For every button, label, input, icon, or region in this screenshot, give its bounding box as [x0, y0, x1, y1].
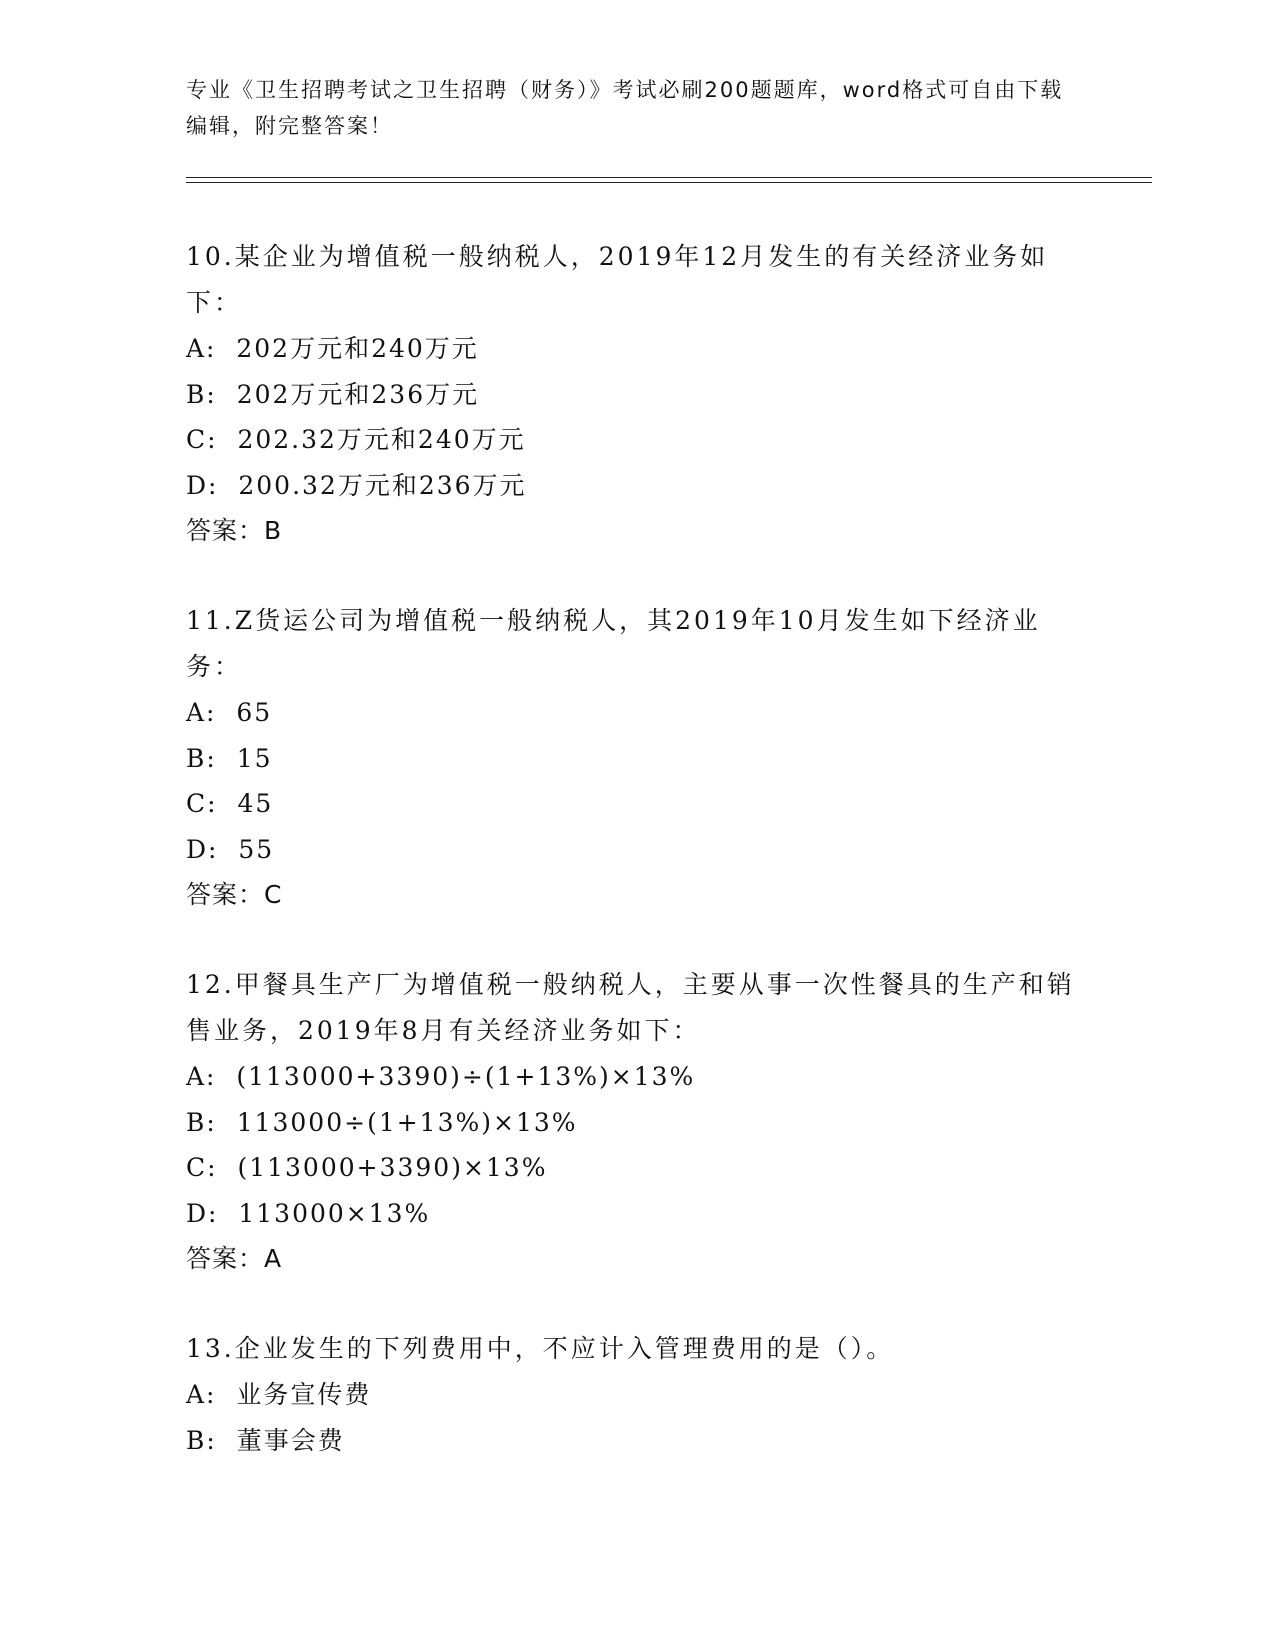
question-stem: 12.甲餐具生产厂为增值税一般纳税人，主要从事一次性餐具的生产和销售业务，2019年8月有关经济业务如下： — [186, 970, 1075, 1045]
answer-label: 答案：C — [186, 880, 283, 909]
document-header: 专业《卫生招聘考试之卫生招聘（财务）》考试必刷200题题库，word格式可自由下载编辑，附完整答案！ — [186, 78, 1064, 138]
question-stem: 10.某企业为增值税一般纳税人，2019年12月发生的有关经济业务如下： — [186, 242, 1049, 317]
question-12 — [186, 962, 1086, 1282]
answer-label: 答案：B — [186, 516, 283, 545]
question-stem: 13.企业发生的下列费用中，不应计入管理费用的是（）。 — [186, 1334, 895, 1363]
option-c: C: 45 — [186, 789, 274, 818]
option-a: A: 业务宣传费 — [186, 1380, 372, 1409]
option-a: A: (113000+3390)÷(1+13%)×13% — [186, 1062, 696, 1091]
question-stem: 11.Z货运公司为增值税一般纳税人，其2019年10月发生如下经济业务： — [186, 606, 1041, 681]
option-b: B: 202万元和236万元 — [186, 379, 480, 409]
option-c: C: 202.32万元和240万元 — [186, 425, 526, 454]
question-11 — [186, 598, 1086, 918]
question-13 — [186, 1326, 1086, 1463]
answer-label: 答案：A — [186, 1244, 283, 1273]
question-10 — [186, 234, 1086, 554]
option-c: C: (113000+3390)×13% — [186, 1153, 548, 1182]
option-b: B: 113000÷(1+13%)×13% — [186, 1107, 578, 1137]
option-d: D: 55 — [186, 834, 275, 864]
option-b: B: 董事会费 — [186, 1425, 345, 1455]
header-divider-bottom — [186, 182, 1152, 183]
option-b: B: 15 — [186, 743, 273, 773]
option-d: D: 113000×13% — [186, 1198, 431, 1228]
option-a: A: 202万元和240万元 — [186, 334, 479, 363]
header-divider-top — [186, 177, 1152, 178]
option-a: A: 65 — [186, 698, 273, 727]
option-d: D: 200.32万元和236万元 — [186, 470, 527, 500]
